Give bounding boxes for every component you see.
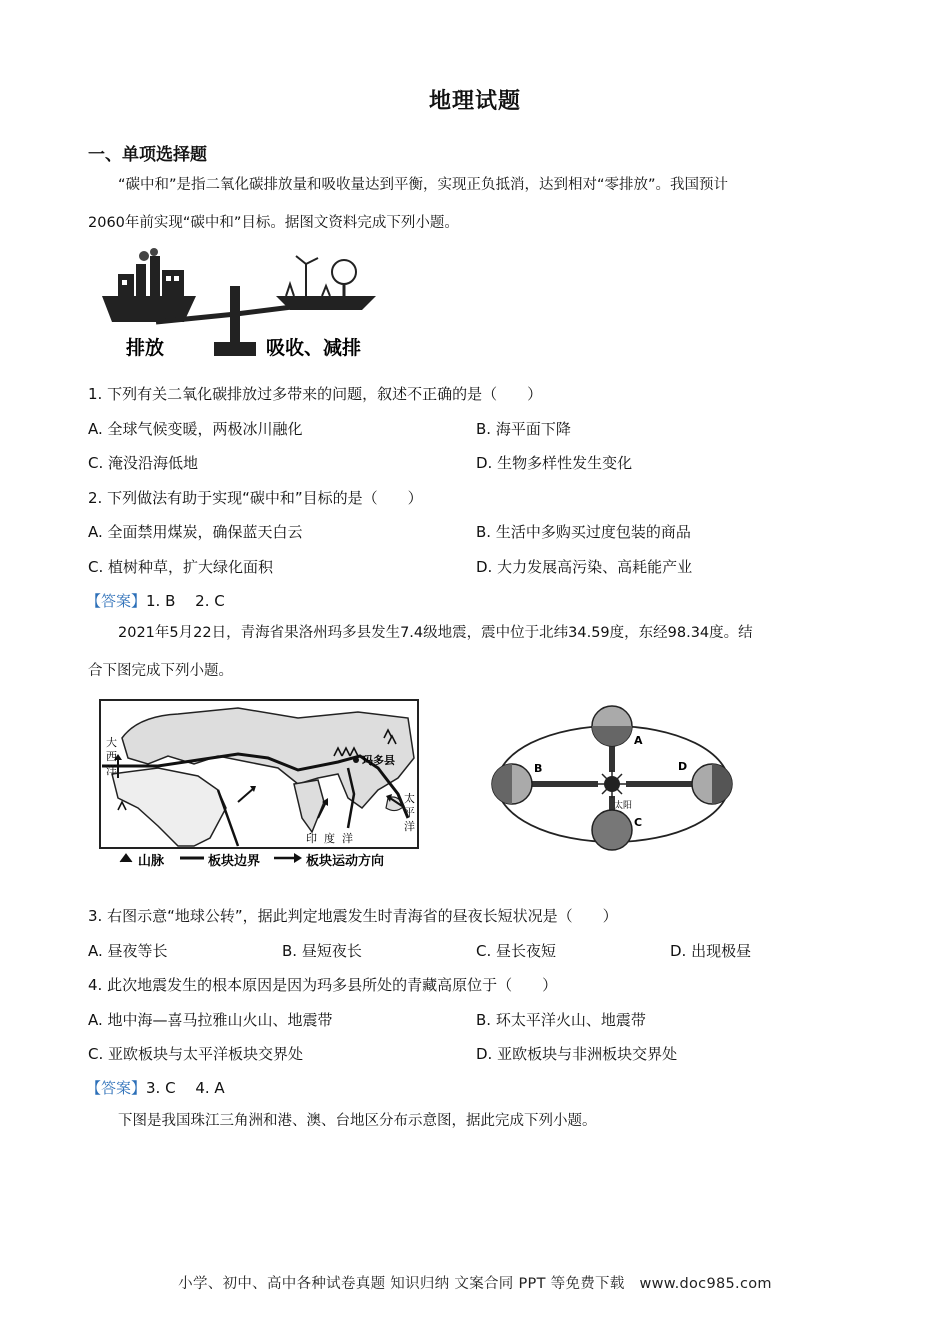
carbon-balance-figure (96, 246, 386, 364)
question-1-option-c[interactable]: C. 淹没沿海低地 (88, 454, 199, 472)
question-4-option-d[interactable]: D. 亚欧板块与非洲板块交界处 (476, 1045, 678, 1063)
question-1-option-d[interactable]: D. 生物多样性发生变化 (476, 454, 633, 472)
plate-map-figure (98, 698, 422, 870)
question-2-option-b[interactable]: B. 生活中多购买过度包装的商品 (476, 523, 691, 541)
figure1-right-label: 吸收、减排 (266, 337, 362, 359)
map-atlantic-2: 西 (106, 750, 117, 763)
map-indian-2: 度 (324, 832, 335, 845)
question-4-option-b[interactable]: B. 环太平洋火山、地震带 (476, 1011, 646, 1029)
intro-paragraph-2 (88, 614, 860, 652)
question-2-option-d[interactable]: D. 大力发展高污染、高耗能产业 (476, 558, 693, 576)
question-4-option-a[interactable]: A. 地中海—喜马拉雅山火山、地震带 (88, 1011, 333, 1029)
intro1-line1: “碳中和”是指二氧化碳排放量和吸收量达到平衡，实现正负抵消，达到相对“零排放”。我国预计 (118, 177, 729, 193)
page-title: 地理试题 (428, 88, 521, 114)
map-indian-1: 印 (306, 832, 317, 845)
legend-mountain: 山脉 (138, 854, 165, 869)
question-1-stem: 1. 下列有关二氧化碳排放过多带来的问题，叙述不正确的是（ ） (88, 385, 543, 403)
question-2-stem: 2. 下列做法有助于实现“碳中和”目标的是（ ） (88, 489, 423, 507)
map-pacific-3: 洋 (404, 820, 415, 833)
map-indian-3: 洋 (342, 832, 353, 845)
orbit-label-b: B (534, 762, 543, 775)
intro2-line1: 2021年5月22日，青海省果洛州玛多县发生7.4级地震，震中位于北纬34.59度，东经98.34度。结 (118, 625, 753, 641)
earth-orbit-figure (488, 700, 738, 868)
map-maduo-label: 玛多县 (362, 754, 395, 767)
answer-1-text: 1. B 2. C (146, 592, 225, 610)
answer-1 (86, 590, 225, 611)
map-atlantic-1: 大 (106, 736, 117, 749)
question-3-option-b[interactable]: B. 昼短夜长 (282, 942, 362, 960)
map-atlantic-3: 洋 (106, 764, 117, 777)
question-4-stem: 4. 此次地震发生的根本原因是因为玛多县所处的青藏高原位于（ ） (88, 976, 558, 994)
question-4-option-c[interactable]: C. 亚欧板块与太平洋板块交界处 (88, 1045, 304, 1063)
legend-motion: 板块运动方向 (306, 854, 385, 869)
answer-2-tag: 【答案】 (86, 1079, 147, 1097)
question-2-option-c[interactable]: C. 植树种草，扩大绿化面积 (88, 558, 274, 576)
question-1-option-a[interactable]: A. 全球气候变暖，两极冰川融化 (88, 420, 303, 438)
intro-paragraph-3 (88, 1102, 860, 1140)
legend-boundary: 板块边界 (208, 854, 261, 869)
answer-1-tag: 【答案】 (86, 592, 147, 610)
intro-paragraph-2-cont (88, 652, 860, 690)
intro2-line2: 合下图完成下列小题。 (88, 663, 233, 679)
map-pacific-2: 平 (404, 806, 415, 819)
intro3-text: 下图是我国珠江三角洲和港、澳、台地区分布示意图，据此完成下列小题。 (118, 1113, 597, 1129)
question-3-stem: 3. 右图示意“地球公转”，据此判定地震发生时青海省的昼夜长短状况是（ ） (88, 907, 618, 925)
figure1-left-label: 排放 (126, 337, 165, 359)
page-footer: 小学、初中、高中各种试卷真题 知识归纳 文案合同 PPT 等免费下载 www.doc985.com (178, 1276, 772, 1292)
intro-paragraph-1-cont (88, 204, 860, 242)
answer-2 (86, 1077, 225, 1098)
section-heading: 一、单项选择题 (88, 145, 207, 165)
question-3-option-a[interactable]: A. 昼夜等长 (88, 942, 168, 960)
intro-paragraph-1 (88, 166, 860, 204)
answer-2-text: 3. C 4. A (146, 1079, 225, 1097)
map-pacific-1: 太 (404, 792, 415, 805)
orbit-sun-label: 太阳 (614, 801, 633, 811)
orbit-label-c: C (634, 816, 643, 829)
orbit-label-d: D (678, 760, 688, 773)
question-2-option-a[interactable]: A. 全面禁用煤炭，确保蓝天白云 (88, 523, 303, 541)
question-3-option-c[interactable]: C. 昼长夜短 (476, 942, 557, 960)
question-1-option-b[interactable]: B. 海平面下降 (476, 420, 571, 438)
orbit-label-a: A (634, 734, 643, 747)
intro1-line2: 2060年前实现“碳中和”目标。据图文资料完成下列小题。 (88, 215, 459, 231)
question-3-option-d[interactable]: D. 出现极昼 (670, 942, 752, 960)
